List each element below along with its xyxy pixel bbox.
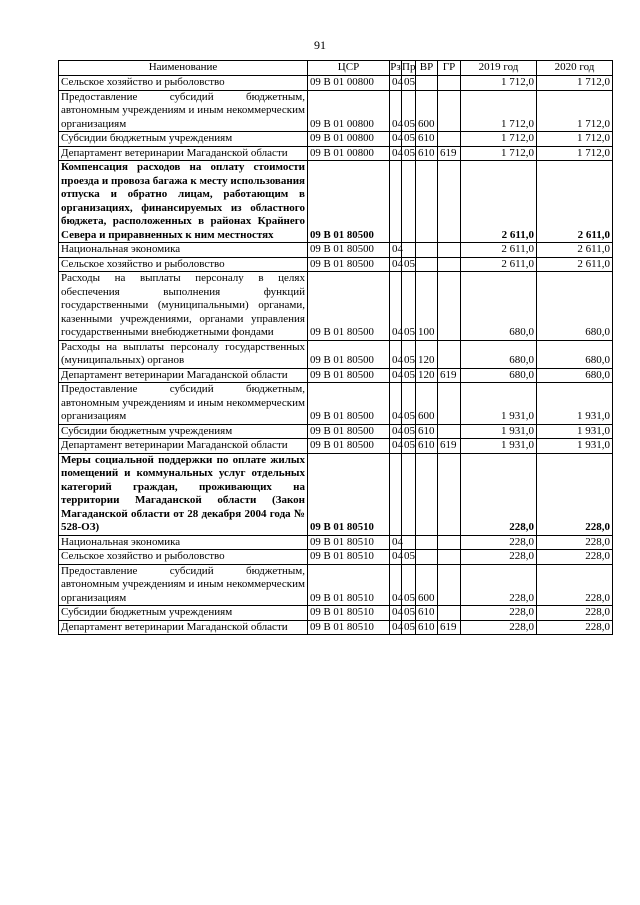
cell-rz: 04 bbox=[390, 424, 402, 439]
cell-rz: 04 bbox=[390, 439, 402, 454]
cell-2020: 228,0 bbox=[537, 550, 613, 565]
cell-csr: 09 В 01 80500 bbox=[308, 161, 390, 243]
cell-rz: 04 bbox=[390, 243, 402, 258]
cell-name: Субсидии бюджетным учреждениям bbox=[59, 132, 308, 147]
cell-2020: 680,0 bbox=[537, 272, 613, 341]
header-csr: ЦСР bbox=[308, 61, 390, 76]
cell-2020: 228,0 bbox=[537, 535, 613, 550]
header-rz: Рз bbox=[390, 61, 402, 76]
cell-pr: 05 bbox=[402, 90, 416, 132]
cell-rz: 04 bbox=[390, 90, 402, 132]
cell-2020: 228,0 bbox=[537, 564, 613, 606]
header-2020: 2020 год bbox=[537, 61, 613, 76]
cell-2019: 1 931,0 bbox=[461, 383, 537, 425]
cell-rz: 04 bbox=[390, 368, 402, 383]
cell-vr bbox=[416, 257, 438, 272]
cell-2020: 2 611,0 bbox=[537, 243, 613, 258]
cell-name: Предоставление субсидий бюджетным, автономным учреждениям и иным некоммерческим организациям bbox=[59, 90, 308, 132]
cell-gr bbox=[438, 76, 461, 91]
cell-2020: 1 931,0 bbox=[537, 383, 613, 425]
cell-gr bbox=[438, 424, 461, 439]
cell-csr: 09 В 01 80510 bbox=[308, 453, 390, 535]
cell-vr bbox=[416, 243, 438, 258]
cell-vr bbox=[416, 453, 438, 535]
table-row bbox=[59, 424, 613, 439]
cell-csr: 09 В 01 80500 bbox=[308, 257, 390, 272]
cell-vr bbox=[416, 76, 438, 91]
cell-2019: 2 611,0 bbox=[461, 257, 537, 272]
cell-rz: 04 bbox=[390, 620, 402, 635]
cell-2019: 228,0 bbox=[461, 535, 537, 550]
cell-2019: 1 712,0 bbox=[461, 90, 537, 132]
cell-2020: 1 931,0 bbox=[537, 439, 613, 454]
cell-rz: 04 bbox=[390, 383, 402, 425]
table-row bbox=[59, 146, 613, 161]
cell-rz: 04 bbox=[390, 272, 402, 341]
cell-name: Сельское хозяйство и рыболовство bbox=[59, 76, 308, 91]
cell-vr: 610 bbox=[416, 606, 438, 621]
cell-2019: 228,0 bbox=[461, 453, 537, 535]
cell-2020: 1 712,0 bbox=[537, 90, 613, 132]
cell-name: Предоставление субсидий бюджетным, автономным учреждениям и иным некоммерческим организациям bbox=[59, 564, 308, 606]
cell-2019: 2 611,0 bbox=[461, 243, 537, 258]
cell-name: Расходы на выплаты персоналу государственных (муниципальных) органов bbox=[59, 340, 308, 368]
cell-vr bbox=[416, 535, 438, 550]
cell-name: Сельское хозяйство и рыболовство bbox=[59, 550, 308, 565]
cell-pr: 05 bbox=[402, 606, 416, 621]
cell-pr: 05 bbox=[402, 550, 416, 565]
cell-name: Национальная экономика bbox=[59, 535, 308, 550]
table-row bbox=[59, 383, 613, 425]
cell-rz: 04 bbox=[390, 535, 402, 550]
cell-csr: 09 В 01 80500 bbox=[308, 340, 390, 368]
cell-gr bbox=[438, 257, 461, 272]
table-row bbox=[59, 620, 613, 635]
table-header-row bbox=[59, 61, 613, 76]
cell-2020: 228,0 bbox=[537, 620, 613, 635]
header-2019: 2019 год bbox=[461, 61, 537, 76]
cell-2019: 228,0 bbox=[461, 564, 537, 606]
cell-vr: 100 bbox=[416, 272, 438, 341]
cell-pr: 05 bbox=[402, 340, 416, 368]
cell-name: Компенсация расходов на оплату стоимости проезда и провоза багажа к месту использования отпуска и обратно лицам, работающим в организациях, финансируемых из областного бюджета, расположенных в районах Крайнего Севера и приравненных к ним местностях bbox=[59, 161, 308, 243]
cell-name: Субсидии бюджетным учреждениям bbox=[59, 606, 308, 621]
cell-csr: 09 В 01 80500 bbox=[308, 439, 390, 454]
cell-2019: 228,0 bbox=[461, 606, 537, 621]
cell-gr bbox=[438, 383, 461, 425]
cell-2019: 1 931,0 bbox=[461, 439, 537, 454]
cell-vr bbox=[416, 161, 438, 243]
cell-2020: 1 712,0 bbox=[537, 132, 613, 147]
cell-gr bbox=[438, 453, 461, 535]
cell-csr: 09 В 01 80500 bbox=[308, 383, 390, 425]
budget-table bbox=[58, 60, 613, 635]
cell-pr bbox=[402, 243, 416, 258]
table-row bbox=[59, 243, 613, 258]
table-row bbox=[59, 76, 613, 91]
cell-vr: 610 bbox=[416, 439, 438, 454]
cell-name: Национальная экономика bbox=[59, 243, 308, 258]
cell-csr: 09 В 01 80510 bbox=[308, 606, 390, 621]
cell-name: Сельское хозяйство и рыболовство bbox=[59, 257, 308, 272]
cell-csr: 09 В 01 80500 bbox=[308, 243, 390, 258]
cell-pr: 05 bbox=[402, 424, 416, 439]
table-row bbox=[59, 606, 613, 621]
cell-vr: 120 bbox=[416, 368, 438, 383]
cell-vr bbox=[416, 550, 438, 565]
cell-rz bbox=[390, 161, 402, 243]
table-row bbox=[59, 368, 613, 383]
cell-vr: 600 bbox=[416, 564, 438, 606]
cell-pr: 05 bbox=[402, 132, 416, 147]
table-row bbox=[59, 257, 613, 272]
cell-csr: 09 В 01 80500 bbox=[308, 368, 390, 383]
cell-gr bbox=[438, 161, 461, 243]
cell-2020: 2 611,0 bbox=[537, 257, 613, 272]
cell-gr bbox=[438, 90, 461, 132]
header-vr: ВР bbox=[416, 61, 438, 76]
cell-pr: 05 bbox=[402, 439, 416, 454]
cell-name: Департамент ветеринарии Магаданской области bbox=[59, 368, 308, 383]
cell-2020: 680,0 bbox=[537, 368, 613, 383]
cell-rz: 04 bbox=[390, 146, 402, 161]
cell-csr: 09 В 01 00800 bbox=[308, 76, 390, 91]
cell-csr: 09 В 01 80500 bbox=[308, 272, 390, 341]
header-name: Наименование bbox=[59, 61, 308, 76]
table-body bbox=[59, 76, 613, 635]
table-row bbox=[59, 564, 613, 606]
cell-csr: 09 В 01 00800 bbox=[308, 146, 390, 161]
cell-pr: 05 bbox=[402, 368, 416, 383]
table-row bbox=[59, 161, 613, 243]
cell-name: Расходы на выплаты персоналу в целях обеспечения выполнения функций государственными (муниципальными) органами, казенными учреждениями, органами управления государственными внебюджетными фондами bbox=[59, 272, 308, 341]
table-row bbox=[59, 272, 613, 341]
cell-vr: 610 bbox=[416, 424, 438, 439]
cell-csr: 09 В 01 80500 bbox=[308, 424, 390, 439]
cell-gr bbox=[438, 535, 461, 550]
cell-2019: 228,0 bbox=[461, 620, 537, 635]
cell-2019: 1 712,0 bbox=[461, 76, 537, 91]
cell-2019: 2 611,0 bbox=[461, 161, 537, 243]
cell-rz: 04 bbox=[390, 76, 402, 91]
cell-2019: 1 712,0 bbox=[461, 146, 537, 161]
cell-rz: 04 bbox=[390, 257, 402, 272]
cell-csr: 09 В 01 80510 bbox=[308, 564, 390, 606]
cell-vr: 610 bbox=[416, 146, 438, 161]
cell-name: Департамент ветеринарии Магаданской области bbox=[59, 439, 308, 454]
cell-pr: 05 bbox=[402, 257, 416, 272]
cell-csr: 09 В 01 80510 bbox=[308, 550, 390, 565]
cell-2020: 1 712,0 bbox=[537, 76, 613, 91]
cell-name: Меры социальной поддержки по оплате жилых помещений и коммунальных услуг отдельных категорий граждан, проживающих на территории Магаданской области (Закон Магаданской области от 28 декабря 2004 года № 528-ОЗ) bbox=[59, 453, 308, 535]
cell-2019: 1 931,0 bbox=[461, 424, 537, 439]
cell-2020: 1 712,0 bbox=[537, 146, 613, 161]
cell-2020: 1 931,0 bbox=[537, 424, 613, 439]
cell-2019: 1 712,0 bbox=[461, 132, 537, 147]
cell-pr: 05 bbox=[402, 272, 416, 341]
cell-pr: 05 bbox=[402, 76, 416, 91]
cell-gr bbox=[438, 243, 461, 258]
cell-2020: 680,0 bbox=[537, 340, 613, 368]
cell-2019: 680,0 bbox=[461, 272, 537, 341]
cell-rz: 04 bbox=[390, 550, 402, 565]
cell-rz bbox=[390, 453, 402, 535]
cell-name: Субсидии бюджетным учреждениям bbox=[59, 424, 308, 439]
cell-vr: 600 bbox=[416, 383, 438, 425]
cell-2019: 680,0 bbox=[461, 340, 537, 368]
cell-name: Предоставление субсидий бюджетным, автономным учреждениям и иным некоммерческим организациям bbox=[59, 383, 308, 425]
table-row bbox=[59, 90, 613, 132]
cell-pr: 05 bbox=[402, 146, 416, 161]
cell-name: Департамент ветеринарии Магаданской области bbox=[59, 146, 308, 161]
cell-csr: 09 В 01 80510 bbox=[308, 535, 390, 550]
cell-pr bbox=[402, 535, 416, 550]
header-gr: ГР bbox=[438, 61, 461, 76]
table-row bbox=[59, 550, 613, 565]
cell-vr: 120 bbox=[416, 340, 438, 368]
cell-gr bbox=[438, 606, 461, 621]
cell-gr: 619 bbox=[438, 620, 461, 635]
cell-2019: 680,0 bbox=[461, 368, 537, 383]
cell-gr bbox=[438, 340, 461, 368]
cell-pr: 05 bbox=[402, 620, 416, 635]
cell-2020: 2 611,0 bbox=[537, 161, 613, 243]
cell-name: Департамент ветеринарии Магаданской области bbox=[59, 620, 308, 635]
cell-pr bbox=[402, 453, 416, 535]
cell-vr: 610 bbox=[416, 132, 438, 147]
cell-gr: 619 bbox=[438, 439, 461, 454]
cell-csr: 09 В 01 00800 bbox=[308, 90, 390, 132]
cell-rz: 04 bbox=[390, 606, 402, 621]
header-pr: Пр bbox=[402, 61, 416, 76]
cell-gr: 619 bbox=[438, 368, 461, 383]
cell-gr bbox=[438, 564, 461, 606]
table-row bbox=[59, 453, 613, 535]
table-row bbox=[59, 439, 613, 454]
table-row bbox=[59, 340, 613, 368]
cell-pr: 05 bbox=[402, 564, 416, 606]
cell-vr: 610 bbox=[416, 620, 438, 635]
page-number: 91 bbox=[314, 38, 326, 52]
cell-csr: 09 В 01 80510 bbox=[308, 620, 390, 635]
table-row bbox=[59, 535, 613, 550]
cell-gr bbox=[438, 132, 461, 147]
table-row bbox=[59, 132, 613, 147]
cell-gr bbox=[438, 550, 461, 565]
cell-rz: 04 bbox=[390, 340, 402, 368]
cell-gr: 619 bbox=[438, 146, 461, 161]
cell-rz: 04 bbox=[390, 132, 402, 147]
cell-pr: 05 bbox=[402, 383, 416, 425]
cell-2020: 228,0 bbox=[537, 453, 613, 535]
cell-2019: 228,0 bbox=[461, 550, 537, 565]
cell-csr: 09 В 01 00800 bbox=[308, 132, 390, 147]
cell-vr: 600 bbox=[416, 90, 438, 132]
cell-rz: 04 bbox=[390, 564, 402, 606]
cell-pr bbox=[402, 161, 416, 243]
cell-gr bbox=[438, 272, 461, 341]
cell-2020: 228,0 bbox=[537, 606, 613, 621]
